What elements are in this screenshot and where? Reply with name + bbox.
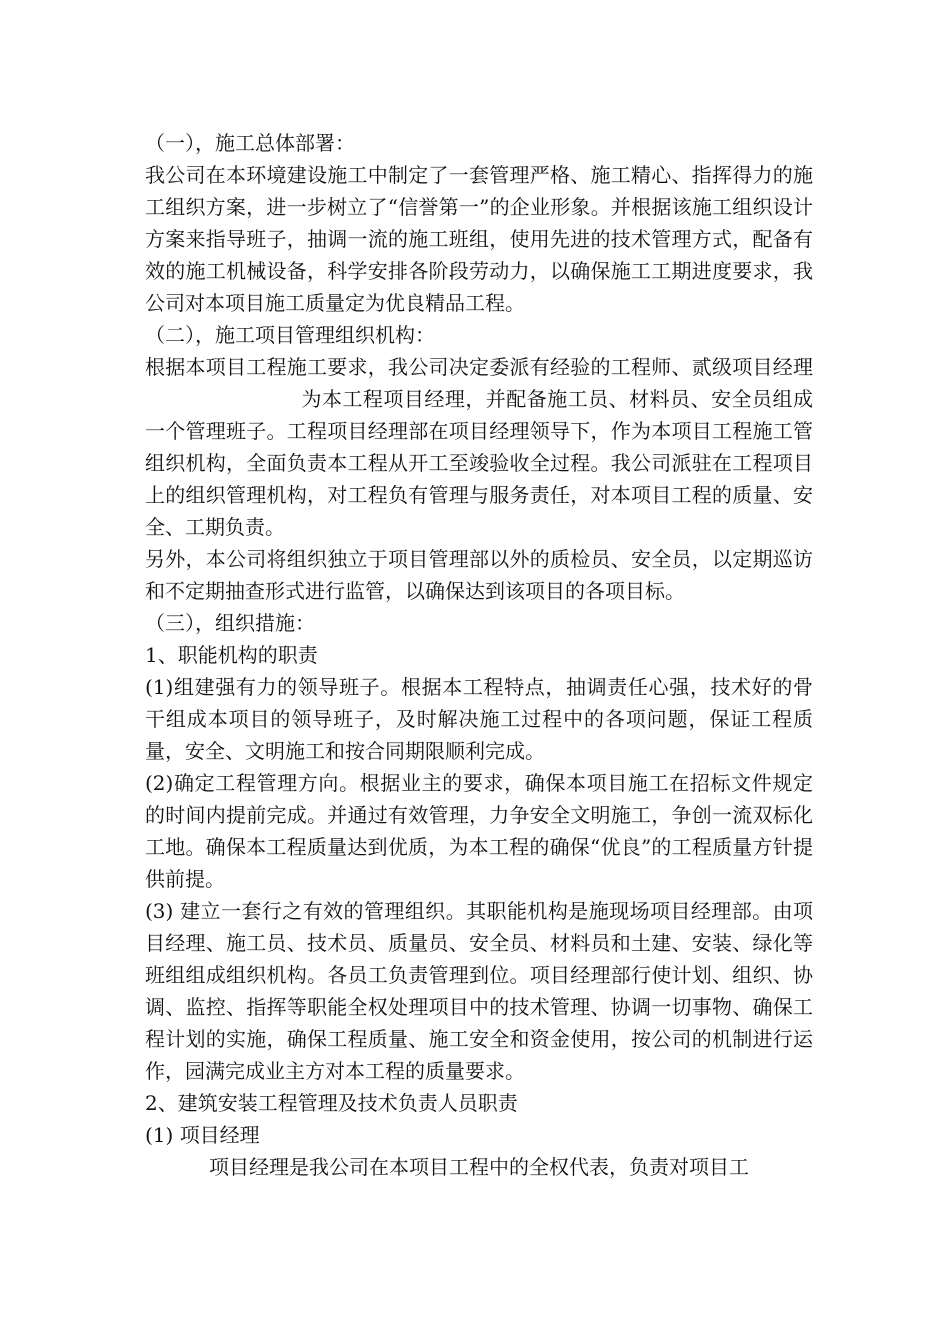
- paragraph-item-3: (3) 建立一套行之有效的管理组织。其职能机构是施现场项目经理部。由项目经理、施工员、技术员、质量员、安全员、材料员和土建、安装、绿化等班组组成组织机构。各员工负责管理到位。项目经理部行使计划、组织、协调、监控、指挥等职能全权处理项目中的技术管理、协调一切事物、确保工程计划的实施，确保工程质量、施工安全和资金使用，按公司的机制进行运作，园满完成业主方对本工程的质量要求。: [145, 899, 813, 1083]
- section-heading-2: （二），施工项目管理组织机构：: [145, 323, 435, 347]
- paragraph-organization: [145, 351, 813, 543]
- section-heading-3: （三），组织措施：: [145, 611, 315, 635]
- paragraph-deployment: 我公司在本环境建设施工中制定了一套管理严格、施工精心、指挥得力的施工组织方案，进一步树立了“信誉第一”的企业形象。并根据该施工组织设计方案来指导班子，抽调一流的施工班组，使用先进的技术管理方式，配备有效的施工机械设备，科学安排各阶段劳动力，以确保施工工期进度要求，我公司对本项目施工质量定为优良精品工程。: [145, 163, 813, 315]
- paragraph-item-2: (2)确定工程管理方向。根据业主的要求，确保本项目施工在招标文件规定的时间内提前完成。并通过有效管理，力争安全文明施工，争创一流双标化工地。确保本工程质量达到优质，为本工程的确保“优良”的工程质量方针提供前提。: [145, 771, 813, 891]
- section-heading-1: （一），施工总体部署：: [145, 131, 355, 155]
- paragraph-organization-part-1: 根据本项目工程施工要求，我公司决定委派有经验的工程师、贰级项目经理: [145, 355, 813, 379]
- paragraph-item-1: (1)组建强有力的领导班子。根据本工程特点，抽调责任心强，技术好的骨干组成本项目的领导班子，及时解决施工过程中的各项问题，保证工程质量，安全、文明施工和按合同期限顺利完成。: [145, 675, 813, 763]
- paragraph-organization-part-2: 为本工程项目经理，并配备施工员、材料员、安全员组成一个管理班子。工程项目经理部在项目经理领导下，作为本项目工程施工管组织机构，全面负责本工程从开工至竣验收全过程。我公司派驻在工程项目上的组织管理机构，对工程负有管理与服务责任，对本项目工程的质量、安全、工期负责。: [145, 387, 813, 539]
- paragraph-project-manager: 项目经理是我公司在本项目工程中的全权代表，负责对项目工: [209, 1155, 749, 1179]
- subheading-project-manager: (1) 项目经理: [145, 1123, 260, 1147]
- paragraph-supervision: 另外，本公司将组织独立于项目管理部以外的质检员、安全员，以定期巡访和不定期抽查形式进行监管，以确保达到该项目的各项目标。: [145, 547, 813, 603]
- subheading-functional-duties: 1、职能机构的职责: [145, 643, 318, 667]
- document-body: [145, 127, 813, 1183]
- subheading-staff-duties: 2、建筑安装工程管理及技术负责人员职责: [145, 1091, 518, 1115]
